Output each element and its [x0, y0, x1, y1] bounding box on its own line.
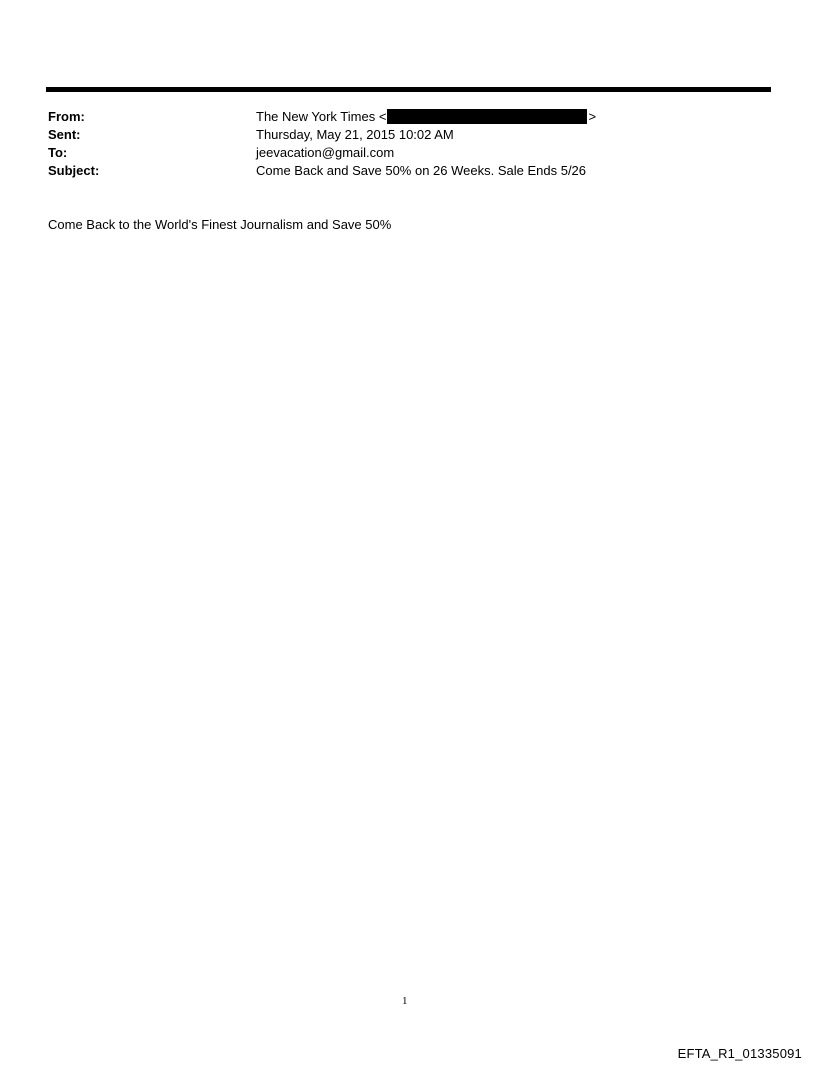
close-bracket: > [588, 109, 597, 124]
page-number: 1 [402, 995, 408, 1007]
to-value: jeevacation@gmail.com [256, 145, 395, 160]
subject-value: Come Back and Save 50% on 26 Weeks. Sale Ends 5/26 [256, 163, 587, 178]
open-bracket: < [378, 109, 387, 124]
header-rule [46, 87, 771, 92]
to-row [48, 144, 768, 162]
sent-row [48, 126, 768, 144]
email-header [48, 108, 768, 180]
sent-label: Sent: [48, 127, 81, 142]
subject-label: Subject: [48, 163, 100, 178]
sender-name: The New York Times [256, 109, 376, 124]
email-body: Come Back to the World's Finest Journalism and Save 50% [48, 217, 392, 232]
subject-row [48, 162, 768, 180]
from-row [48, 108, 768, 126]
from-value [256, 108, 596, 126]
from-label: From: [48, 109, 85, 124]
to-label: To: [48, 145, 68, 160]
redacted-email-address [387, 109, 587, 124]
document-id: EFTA_R1_01335091 [677, 1046, 802, 1061]
sent-value: Thursday, May 21, 2015 10:02 AM [256, 127, 454, 142]
